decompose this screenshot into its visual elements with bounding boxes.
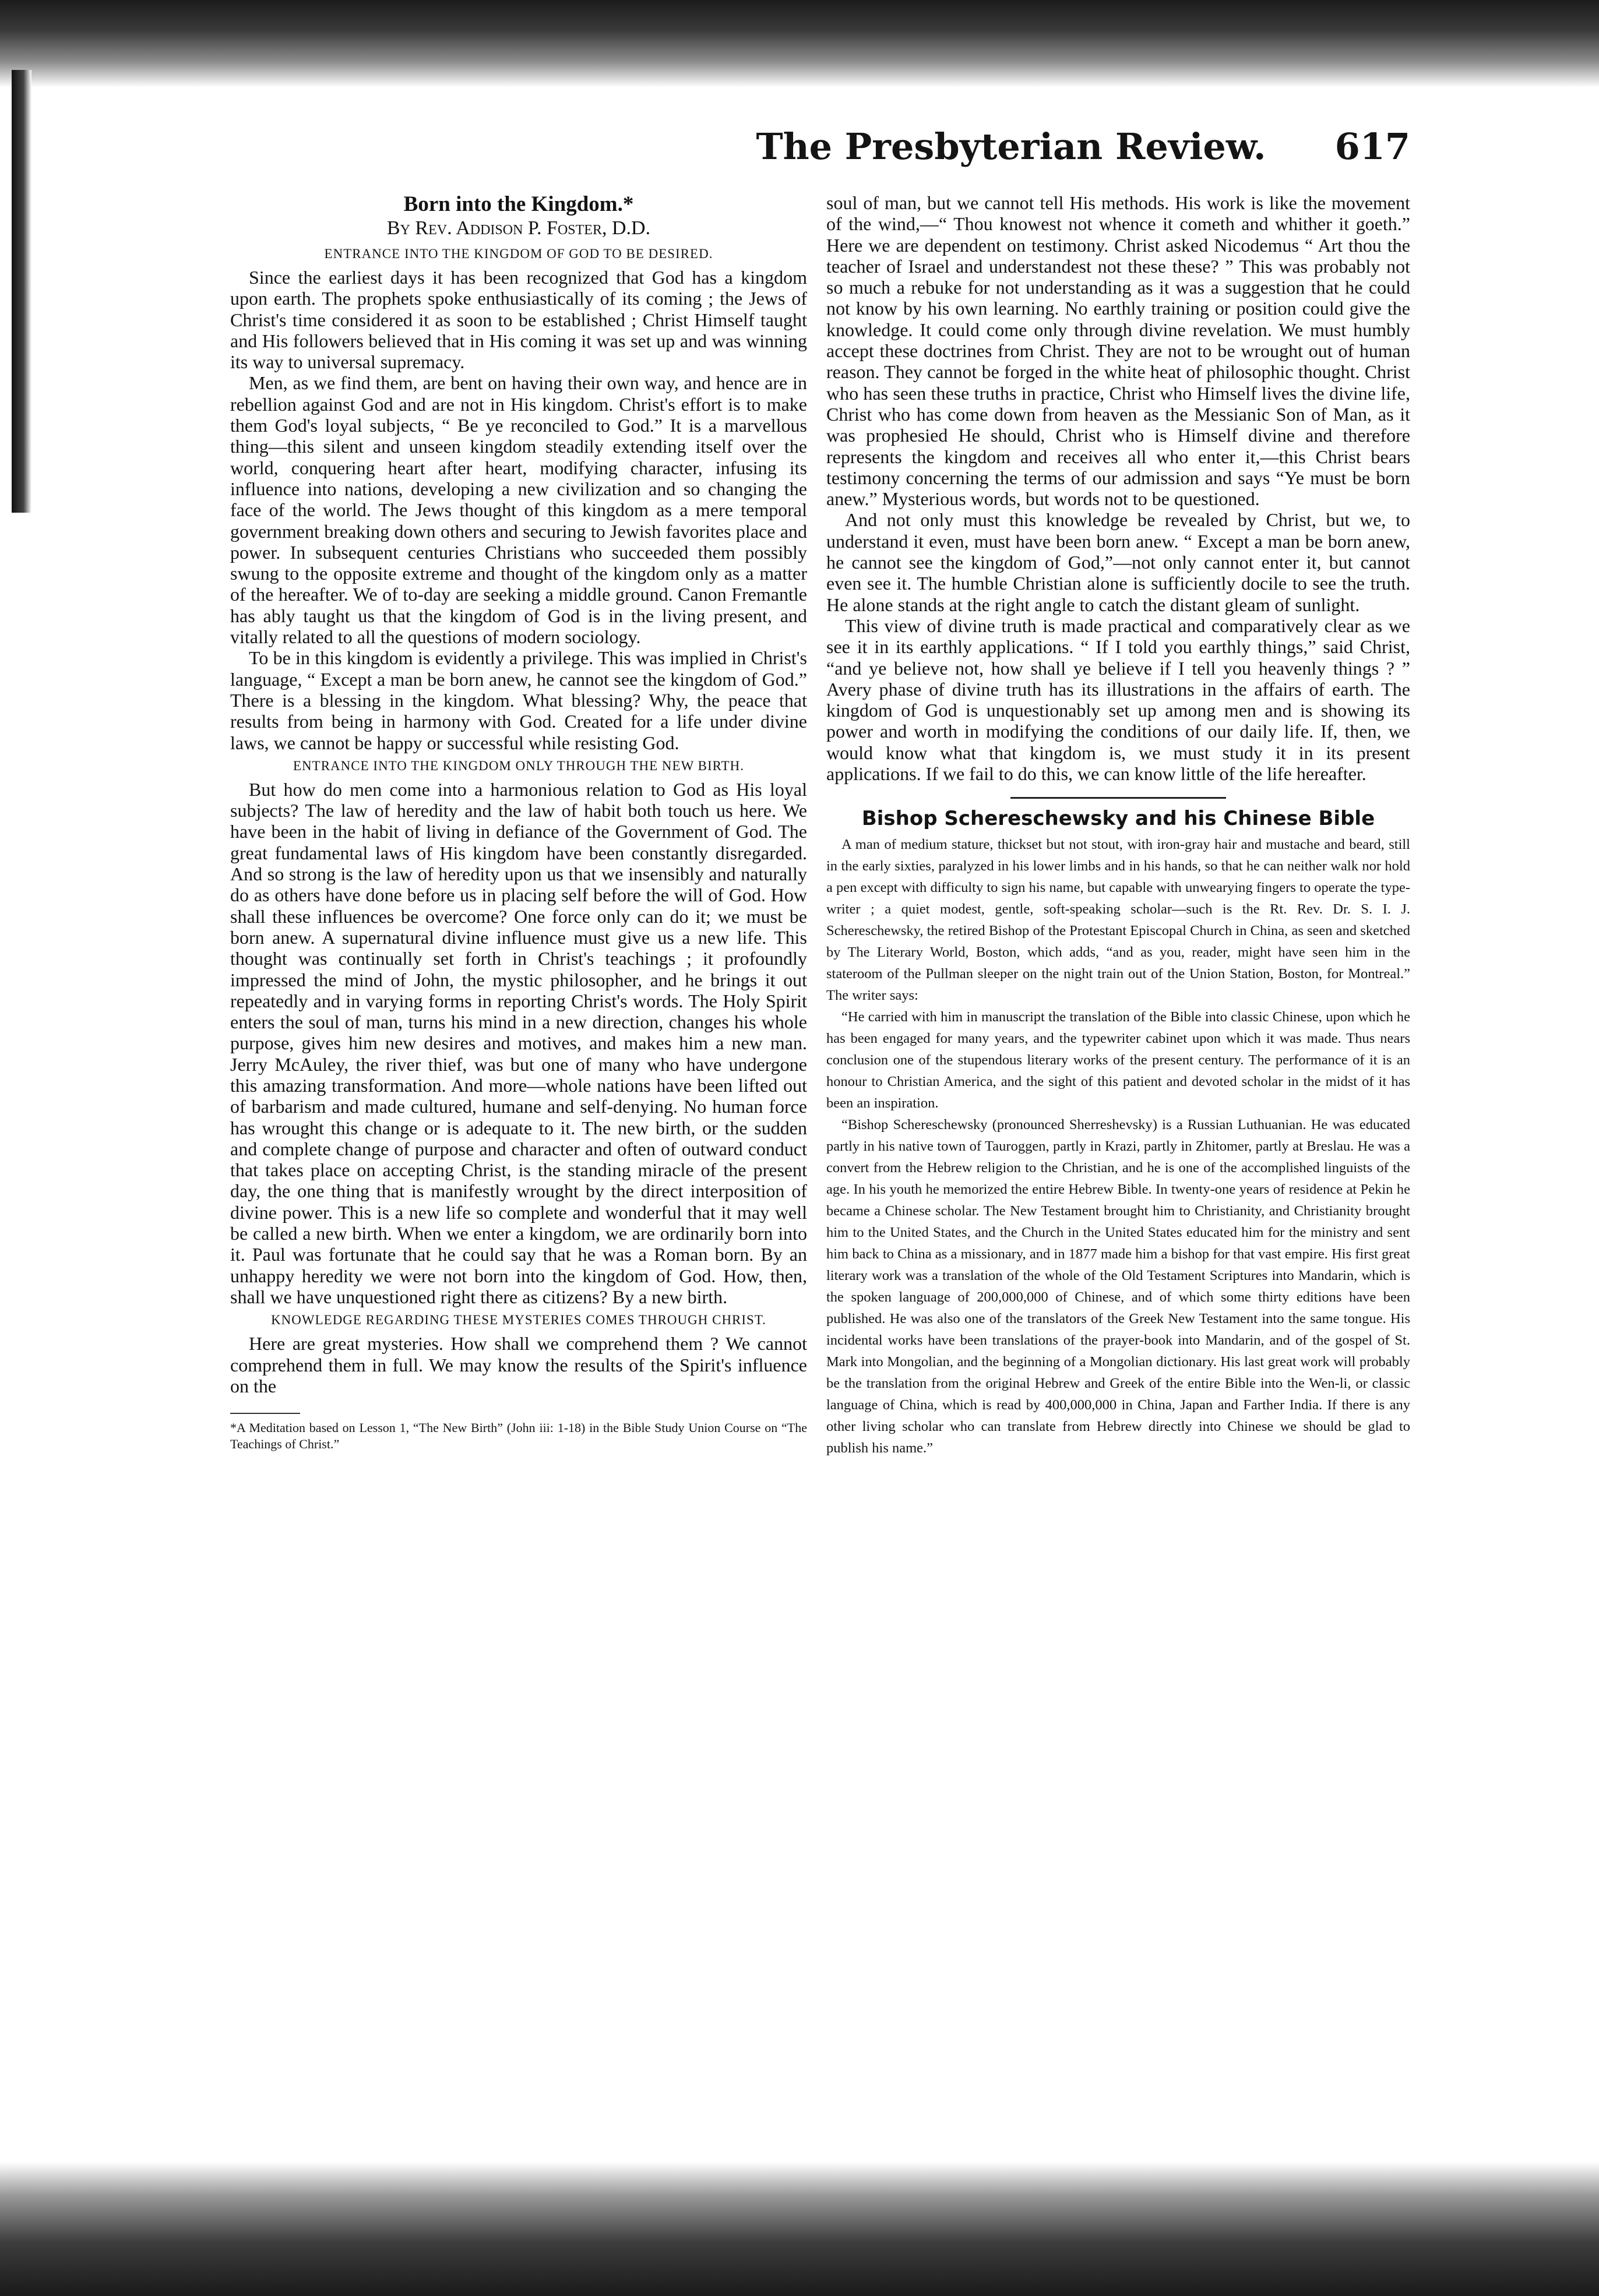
scan-border-top [0, 0, 1599, 87]
paragraph: Men, as we find them, are bent on having their own way, and hence are in rebellion against God and are not in His kingdom. Christ's effort is to make them God's loyal subjects, “ Be ye reconciled to God.” It is a marvellous thing—this silent and unseen kingdom steadily extending itself over the world, conquering heart after heart, modifying character, infusing its influence into nations, developing a new civilization and so changing the face of the world. The Jews thought of this kingdom as a mere temporal government breaking down others and securing to Jewish favorites place and power. In subsequent centuries Christians who succeeded them possibly swung to the opposite extreme and thought of the kingdom only as a matter of the hereafter. We of to-day are seeking a middle ground. Canon Fremantle has ably taught us that the kingdom of God is in the living present, and vitally related to all the questions of modern sociology. [230, 372, 807, 648]
paragraph: Here are great mysteries. How shall we comprehend them ? We cannot comprehend them in full. We may know the results of the Spirit's influence on the [230, 1333, 807, 1396]
paragraph: But how do men come into a harmonious relation to God as His loyal subjects? The law of heredity and the law of habit both touch us here. We have been in the habit of living in defiance of the Government of God. The great fundamental laws of His kingdom have been constantly disregarded. And so strong is the law of heredity upon us that we insensibly and naturally do as others have done before us in placing self before the will of God. How shall these influences be overcome? One force only can do it; we must be born anew. A supernatural divine influence must give us a new life. This thought was continually set forth in Christ's teachings ; it profoundly impressed the mind of John, the mystic philosopher, and he brings it out repeatedly and in varying forms in reporting Christ's words. The Holy Spirit enters the soul of man, turns his mind in a new direction, changes his whole purpose, gives him new desires and motives, and makes him a new man. Jerry McAuley, the river thief, was but one of many who have undergone this amazing transformation. And more—whole nations have been lifted out of barbarism and made cultured, humane and self-denying. No human force has wrought this change or is adequate to it. The new birth, or the sudden and complete change of purpose and character and often of outward conduct that takes place on accepting Christ, is the standing miracle of the present day, the one thing that is manifestly wrought by the direct interposition of divine power. This is a new life so complete and wonderful that it may well be called a new birth. When we enter a kingdom, we are ordinarily born into it. Paul was fortunate that he could say that he was a Roman born. By an unhappy heredity we were not born into the kingdom of God. How, then, shall we have unquestioned right there as citizens? By a new birth. [230, 778, 807, 1307]
article-title: Born into the Kingdom.* [403, 192, 634, 216]
section-heading: KNOWLEDGE REGARDING THESE MYSTERIES COMES THROUGH CHRIST. [271, 1313, 766, 1328]
paragraph: “He carried with him in manuscript the translation of the Bible into classic Chinese, upon which he has been engaged for many years, and the typewriter cabinet upon which it was made. Thus nears conclusion one of the stupendous literary works of the present century. The performance of it is an honour to Christian America, and the sight of this patient and devoted scholar in the midst of it has been an inspiration. [826, 1009, 1410, 1112]
section-heading: ENTRANCE INTO THE KINGDOM OF GOD TO BE DESIRED. [324, 246, 713, 261]
paragraph: A man of medium stature, thickset but not stout, with iron-gray hair and mustache and beard, still in the early sixties, paralyzed in his lower limbs and in his hands, so that he can neither walk nor hold a pen except with difficulty to sign his name, but capable with unwearying fingers to operate the type-writer ; a quiet modest, gentle, soft-speaking scholar—such is the Rt. Rev. Dr. S. I. J. Schereschewsky, the retired Bishop of the Protestant Episcopal Church in China, as seen and sketched by The Literary World, Boston, which adds, “and as you, reader, might have seen him in the stateroom of the Pullman sleeper on the night train out of the Union Station, Boston, for Montreal.” The writer says: [826, 837, 1410, 1004]
article-body [826, 834, 1410, 1459]
left-column [230, 192, 807, 1452]
scan-border-bottom [0, 2162, 1599, 2296]
page-header [612, 125, 1410, 172]
page-number: 617 [1334, 125, 1410, 168]
scan-border-left [12, 70, 31, 513]
running-title: The Presbyterian Review. [756, 125, 1266, 168]
paragraph: “Bishop Schereschewsky (pronounced Sherreshevsky) is a Russian Luthuanian. He was educated partly in his native town of Tauroggen, partly in Krazi, partly in Zhitomer, partly at Breslau. He was a convert from the Hebrew religion to the Christian, and he is one of the accomplished linguists of the age. In his youth he memorized the entire Hebrew Bible. In twenty-one years of residence at Pekin he became a Chinese scholar. The New Testament brought him to Christianity, and Christianity brought him to the United States, and the Church in the United States educated him for the ministry and sent him back to China as a missionary, and in 1877 made him a bishop for that vast empire. His first great literary work was a translation of the whole of the Old Testament Scriptures into Mandarin, which is the spoken language of 200,000,000 of Chinese, and of which some thirty editions have been published. He was also one of the translators of the Greek New Testament into the same tongue. His incidental works have been translations of the prayer-book into Mandarin, and of the gospel of St. Mark into Mongolian, and the beginning of a Mongolian dictionary. His last great work will probably be the translation from the original Hebrew and Greek of the entire Bible into the Wen-li, or classic language of China, which is read by 400,000,000 in China, Japan and Farther India. If there is any other living scholar who can translate from Hebrew directly into Chinese we should be glad to publish his name.” [826, 1117, 1410, 1456]
right-column [826, 192, 1410, 1459]
paragraph: soul of man, but we cannot tell His methods. His work is like the movement of the wind,—“ Thou knowest not whence it cometh and whither it goeth.” Here we are dependent on testimony. Christ asked Nicodemus “ Art thou the teacher of Israel and understandest not these these? ” This was probably not so much a rebuke for not understanding as it was a suggestion that he could not know by his own learning. No earthly training or position could give the knowledge. It could come only through divine revelation. We must humbly accept these doctrines from Christ. They are not to be wrought out of human reason. They cannot be forged in the white heat of philosophic thought. Christ who has seen these truths in practice, Christ who Himself lives the divine life, Christ who has come down from heaven as the Messianic Son of Man, as it was prophesied He should, Christ who is Himself divine and therefore represents the kingdom and receives all who enter it,—this Christ bears testimony concerning the terms of our admission and says “Ye must be born anew.” Mysterious words, but words not to be questioned. [826, 192, 1410, 510]
paragraph: This view of divine truth is made practical and comparatively clear as we see it in its earthly applications. “ If I told you earthly things,” said Christ, “and ye believe not, how shall ye believe if I tell you heavenly things ? ” Avery phase of divine truth has its illustrations in the affairs of earth. The kingdom of God is unquestionably set up among men and is showing its power and worth in modifying the conditions of our daily life. If, then, we would know what that kingdom is, we must study it in its present applications. If we fail to do this, we can know little of the life hereafter. [826, 615, 1410, 785]
article-byline: By Rev. Addison P. Foster, D.D. [386, 217, 651, 239]
footnote: *A Meditation based on Lesson 1, “The New Birth” (John iii: 1-18) in the Bible Study Union Course on “The Teachings of Christ.” [230, 1420, 807, 1452]
paragraph: Since the earliest days it has been recognized that God has a kingdom upon earth. The prophets spoke enthusiastically of its coming ; the Jews of Christ's time considered it as soon to be established ; Christ Himself taught and His followers believed that in His coming it was set up and was winning its way to universal supremacy. [230, 267, 807, 373]
article-title: Bishop Schereschewsky and his Chinese Bible [861, 807, 1375, 831]
paragraph: And not only must this knowledge be revealed by Christ, but we, to understand it even, must have been born anew. “ Except a man be born anew, he cannot see the kingdom of God,”—not only cannot enter it, but cannot even see it. The humble Christian alone is sufficiently docile to see the truth. He alone stands at the right angle to catch the distant gleam of sunlight. [826, 509, 1410, 615]
footnote-rule [230, 1413, 300, 1414]
section-divider [1010, 797, 1226, 799]
section-heading: ENTRANCE INTO THE KINGDOM ONLY THROUGH THE NEW BIRTH. [293, 758, 744, 773]
paragraph: To be in this kingdom is evidently a privilege. This was implied in Christ's language, “ Except a man be born anew, he cannot see the kingdom of God.” There is a blessing in the kingdom. What blessing? Why, the peace that results from being in harmony with God. Created for a life under divine laws, we cannot be happy or successful while resisting God. [230, 647, 807, 753]
